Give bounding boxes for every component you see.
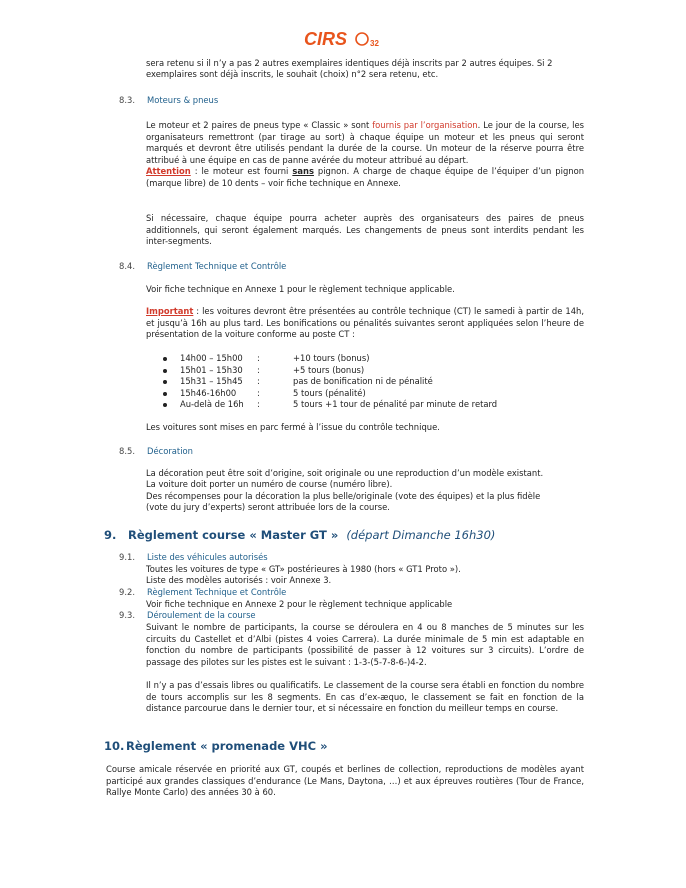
section-9-2-heading	[119, 587, 286, 597]
section-number: 9.1.	[119, 552, 135, 562]
section-number: 8.4.	[119, 261, 135, 271]
s92-paragraph: Voir fiche technique en Annexe 2 pour le règlement technique applicable	[146, 599, 453, 609]
section-8-5-heading	[119, 446, 193, 456]
section-9-3-heading	[119, 610, 256, 620]
important-label: Important	[146, 306, 194, 316]
section-8-4-heading	[119, 261, 286, 271]
cirs-logo	[304, 28, 384, 50]
s84-paragraph-3: Les voitures sont mises en parc fermé à l’issue du contrôle technique.	[146, 422, 440, 432]
section-number: 10.	[104, 739, 125, 753]
section-title: Règlement Technique et Contrôle	[147, 587, 287, 597]
s91-paragraph: Toutes les voitures de type « GT» postérieures à 1980 (hors « GT1 Proto »). Liste des modèles autorisés : voir Annexe 3.	[146, 564, 461, 586]
s93-paragraph-1: Suivant le nombre de participants, la course se déroulera en 4 ou 8 manches de 5 minutes sur les circuits du Castellet et d’Albi (pistes 4 voies Carrera). La durée minimale de 5 min est adaptable en fonction du nombre de participants (possibilité de passer à 12 voitures sur 3 circuits). L’ordre de passage des pilotes sur les pistes est le suivant : 1-3-(5-7-8-6-)4-2.	[146, 622, 584, 667]
s93-paragraph-2: Il n’y a pas d’essais libres ou qualificatifs. Le classement de la course sera établi en fonction du nombre de tours accomplis sur les 8 segments. En cas d’ex-æquo, le classement se fait en fonction de la distance parcourue dans le dernier tour, et si nécessaire en fonction du meilleur temps en course.	[146, 680, 584, 713]
section-title: Décoration	[147, 446, 193, 456]
intro-line: sera retenu si il n’y a pas 2 autres exemplaires identiques déjà inscrits par 2 autres équipes. Si 2	[146, 58, 553, 68]
s84-paragraph-1: Voir fiche technique en Annexe 1 pour le règlement technique applicable.	[146, 284, 455, 294]
highlight-text: fournis par l’organisation	[372, 120, 478, 130]
section-number: 9.	[104, 528, 117, 542]
logo-text: CIRS	[304, 29, 348, 49]
attention-label: Attention	[146, 166, 191, 176]
section-title: Déroulement de la course	[147, 610, 256, 620]
s83-paragraph-2: Si nécessaire, chaque équipe pourra acheter auprès des organisateurs des paires de pneus additionnels, qui seront également marqués. Les changements de pneus sont interdits pendant les inter-segments.	[146, 213, 584, 246]
section-number: 8.5.	[119, 446, 135, 456]
logo-wheel-icon	[356, 33, 368, 45]
section-9-1-heading	[119, 552, 268, 562]
s83-paragraph-1: Le moteur et 2 paires de pneus type « Classic » sont fournis par l’organisation. Le jour de la course, les organisateurs remettront (par tirage au sort) à chaque équipe un moteur et les pneus qui seront marqués et devront être utilisés pendant la durée de la course. Un moteur de la réserve pourra être attribué à une équipe en cas de panne avérée du moteur attribué au départ. Attention : le moteur est fourni sans pignon. A charge de chaque équipe de l’équiper d’un pignon (marque libre) de 10 dents – voir fiche technique en Annexe.	[146, 120, 585, 188]
intro-line: exemplaires sont déjà inscrits, le souhait (choix) n°2 sera retenu, etc.	[146, 69, 439, 80]
section-8-3-heading	[119, 95, 218, 105]
logo-suffix: 32	[370, 39, 379, 48]
s85-paragraph: La décoration peut être soit d’origine, soit originale ou une reproduction d’un modèle existant. La voiture doit porter un numéro de course (numéro libre). Des récompenses pour la décoration la plus belle/originale (vote des équipes) et la plus fidèle (vote du jury d’experts) seront attribuée lors de la course.	[146, 468, 544, 513]
section-number: 8.3.	[119, 95, 135, 105]
section-number: 9.3.	[119, 610, 135, 620]
section-10-heading	[104, 739, 328, 753]
emphasis-text: sans	[292, 166, 314, 176]
intro-paragraph	[146, 58, 586, 81]
section-title: Règlement « promenade VHC »	[126, 739, 328, 753]
s84-paragraph-2: Important : les voitures devront être présentées au contrôle technique (CT) le samedi à partir de 14h, et jusqu’à 16h au plus tard. Les bonifications ou pénalités suivantes seront appliquées selon l’heure de présentation de la voiture conforme au poste CT :	[146, 306, 584, 339]
section-subtitle: (départ Dimanche 16h30)	[346, 528, 496, 542]
s10-paragraph: Course amicale réservée en priorité aux GT, coupés et berlines de collection, reproductions de modèles ayant participé aux grandes classiques d’endurance (Le Mans, Daytona, …) et aux épreuves routières (Tour de France, Rallye Monte Carlo) des années 30 à 60.	[106, 764, 584, 797]
section-title: Règlement course « Master GT »	[128, 528, 339, 542]
section-9-heading	[104, 528, 495, 542]
section-title: Règlement Technique et Contrôle	[147, 261, 287, 271]
section-title: Moteurs & pneus	[147, 95, 219, 105]
section-title: Liste des véhicules autorisés	[147, 552, 268, 562]
section-number: 9.2.	[119, 587, 135, 597]
